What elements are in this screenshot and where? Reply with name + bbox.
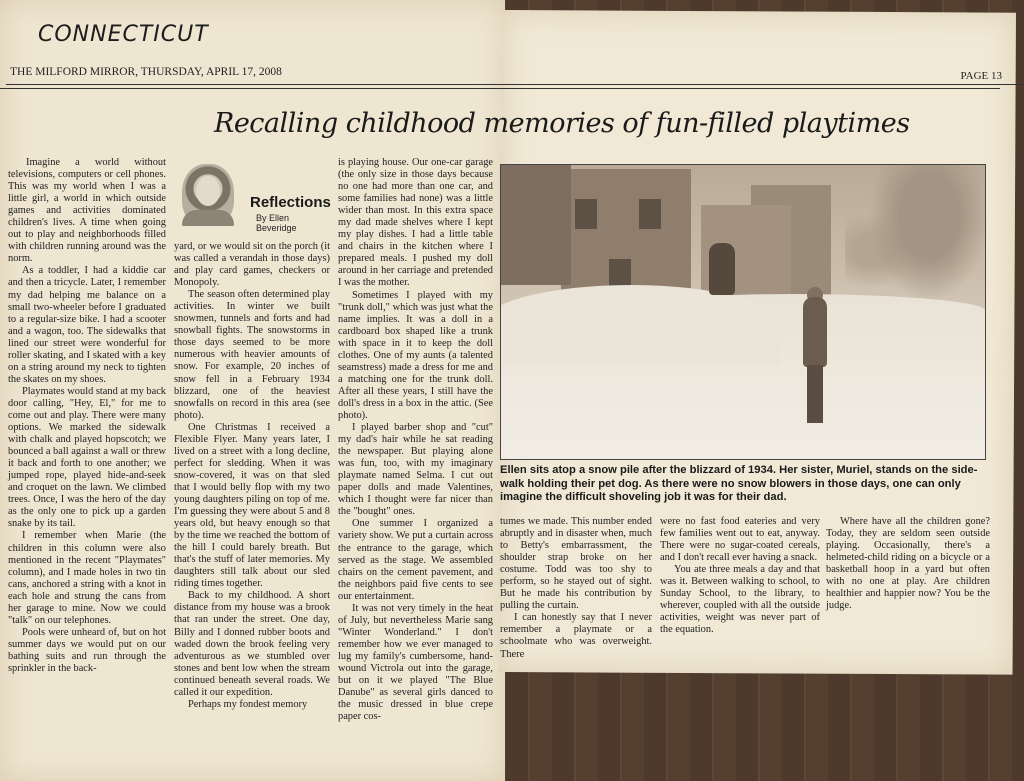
column-title: Reflections <box>250 194 331 211</box>
photo-girl-on-pile <box>709 243 735 295</box>
paragraph: You ate three meals a day and that was it. Between walking to school, to Sunday School, to the library, to wherever, coupled with all the outside activities, weight was never part of the equation. <box>660 564 820 636</box>
photo-caption: Ellen sits atop a snow pile after the blizzard of 1934. Her sister, Muriel, stands on the side-walk holding their pet dog. As there were no snow blowers in those days, one can only imagine the difficult shoveling job it was for their dad. <box>500 464 978 503</box>
paragraph: The season often determined play activities. In winter we built snowmen, tunnels and forts and had snowball fights. The snowstorms in those days seemed to be more numerous with heavier amounts of snow. For example, 20 inches of snow fell in a February 1934 blizzard, one of the heaviest snowfalls on record in this area (see photo). <box>174 289 330 421</box>
paragraph: Playmates would stand at my back door calling, "Hey, El," for me to come out and play. There were many options. We marked the sidewalk with chalk and played hopscotch; we bounced a ball against a wall or threw it back and forth to one another; we jumped rope, played hide-and-seek and croquet on the lawn. We climbed trees. Once, I was the hero of the day as the only one to pick up a garden snake by its tail. <box>8 385 166 530</box>
article-column-2 <box>174 241 330 711</box>
paragraph: Perhaps my fondest memory <box>188 698 308 710</box>
handwritten-note: CONNECTICUT <box>38 22 209 47</box>
article-column-5 <box>660 516 820 636</box>
paragraph: One Christmas I received a Flexible Flyer. Many years later, I lived on a street with a long decline, perfect for sledding. When it was snow-covered, it was on that sled that I would belly flop with my two young daughters piling on top of me. I'm guessing they were about 5 and 8 years old, but heavy enough so that by the time we reached the bottom of the hill I could barely breath. But that's the stuff of later memories. My daughters still talk about our sled riding times together. <box>174 421 330 590</box>
photo-girl-body <box>803 297 827 367</box>
photo-girl-standing <box>799 287 829 427</box>
paragraph: tumes we made. This number ended abruptly and in disaster when, much to Betty's embarrassment, the shoulder strap broke on her costume. Todd was too shy to perform, so he stayed out of sight. But he made his contribution by pulling the curtain. <box>500 516 652 612</box>
article-column-3 <box>338 157 493 723</box>
masthead-date: THE MILFORD MIRROR, THURSDAY, APRIL 17, 2008 <box>10 66 282 78</box>
paragraph: As a toddler, I had a kiddie car and then a tricycle. Later, I remember my dad helping me balance on a small two-wheeler before I graduated to a regular-size bike. I had a scooter and a wagon, too. The sidewalks that lined our street were wonderful for roller skating, and I skated with a key on a string around my neck to tighten the skates on my shoes. <box>8 265 166 385</box>
paragraph: is playing house. Our one-car garage (the only size in those days because no one had more than one car, and some families had none) was a little wider than most. In this extra space my dad made shelves where I kept my play dishes. I had a little table and chairs in the kitchen where I prepared meals. I pushed my doll around in her carriage and pretended I was the mother. <box>338 157 493 289</box>
column-byline: By Ellen Beveridge <box>256 213 297 233</box>
paragraph: I played barber shop and "cut" my dad's hair while he sat reading the newspaper. But playing alone was fun, too, with my imaginary playmate named Selma. I cut out paper dolls and made Valentines, which I thought were far nicer than the "bought" ones. <box>338 422 493 518</box>
paragraph: Where have all the children gone? Today, they are seldom seen outside playing. Occasionally, there's a helmeted-child riding on a bicycle or a basketball hoop in a yard but often with no one at play. Are children healthier and happier now? You be the judge. <box>826 516 990 612</box>
page-number: PAGE 13 <box>960 70 1002 82</box>
paragraph: I remember when Marie (the children in this column were also mentioned in the recent "Playmates" column), and I made holes in two tin cans, anchored a string with a knot in each hole and strung the cans from her garage to mine. Now we could "talk" on our telephones. <box>8 530 166 626</box>
paragraph: yard, or we would sit on the porch (it was called a verandah in those days) and play card games, checkers or Monopoly. <box>174 241 330 289</box>
paragraph: Pools were unheard of, but on hot summer days we would put on our bathing suits and run through the sprinkler in the back- <box>8 626 166 674</box>
paragraph: It was not very timely in the heat of July, but nevertheless Marie sang "Winter Wonderland." I don't remember how we ever managed to lug my family's cumbersome, hand-wound Victrola out into the garage, but on it we played "The Blue Danube" as several girls danced to the music dressed in blue crepe paper cos- <box>338 602 493 723</box>
article-column-4 <box>500 516 652 661</box>
paragraph: One summer I organized a variety show. We put a curtain across the entrance to the garage, which served as the stage. We assembled chairs on the cement pavement, and the neighbors paid five cents to see our entertainment. <box>338 518 493 602</box>
author-portrait <box>182 164 234 226</box>
masthead-rule <box>6 84 1024 85</box>
paragraph: I can honestly say that I never remember a playmate or a schoolmate who was overweight. There <box>500 612 652 660</box>
portrait-shoulders <box>182 210 234 226</box>
masthead-rule-lower <box>0 88 1000 89</box>
portrait-face <box>196 176 220 206</box>
blizzard-photo <box>500 164 986 460</box>
photo-porch <box>501 165 571 285</box>
article-column-1 <box>8 157 166 675</box>
column-header <box>176 160 332 232</box>
paragraph: were no fast food eateries and very few families went out to eat, anyway. There were no sugar-coated cereals, and I don't recall ever having a snack. <box>660 516 820 564</box>
article-column-6 <box>826 516 990 612</box>
photo-girl-legs <box>807 365 823 423</box>
paragraph: Sometimes I played with my "trunk doll," which was just what the name implies. It was a doll in a cardboard box shaped like a trunk with space in it to keep the doll clothes. One of my aunts (a talented seamstress) made a dress for me and a matching one for the trunk doll. After all these years, I still have the doll's dress in a box in the attic. (See photo). <box>338 289 493 421</box>
photo-snow-pile <box>500 285 781 365</box>
headline: Recalling childhood memories of fun-filled playtimes <box>214 108 910 139</box>
paragraph: Imagine a world without televisions, computers or cell phones. This was my world when I was a little girl, a world in which outside games and activities dominated children's lives. A time when going out to play and neighborhoods filled with children running around was the norm. <box>8 157 166 265</box>
paragraph: Back to my childhood. A short distance from my house was a brook that ran under the street. One day, Billy and I donned rubber boots and waded down the brook feeling very adventurous as we stumbled over stones and bent low when the stream continued beneath several roads. We called it our expedition. <box>174 590 330 698</box>
